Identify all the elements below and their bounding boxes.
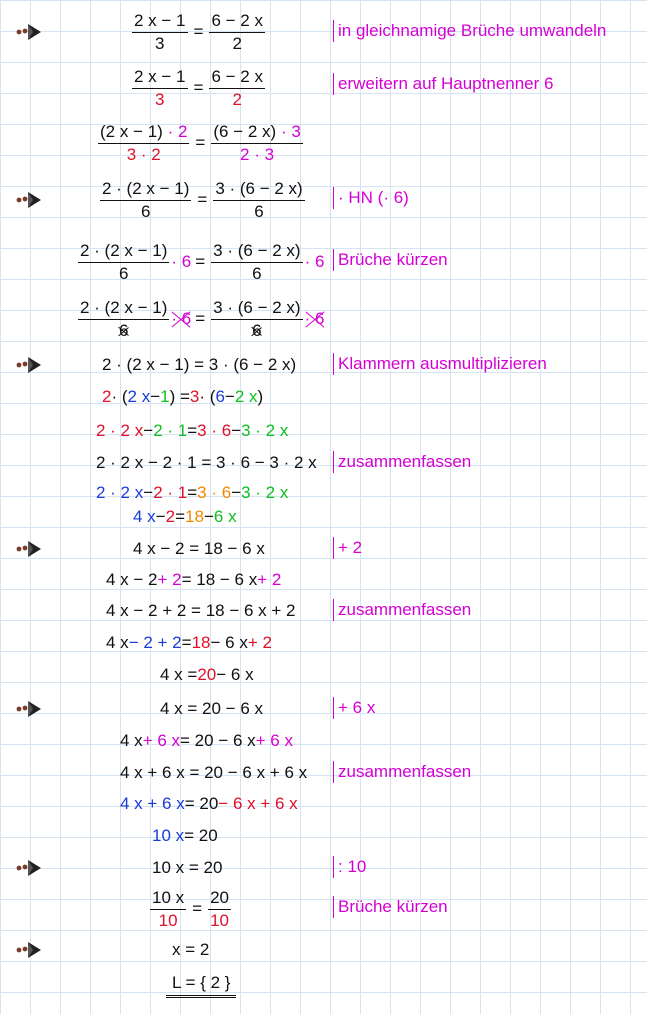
equation: $\frac{2 x - 1}{3}$ = $\frac{6 - 2 x}{2}$: [134, 10, 263, 53]
step-row-14: [0, 567, 647, 593]
comment: : 10: [333, 856, 366, 878]
comment: erweitern auf Hauptnenner 6: [333, 73, 553, 95]
step-row-5: [0, 236, 647, 288]
equation: 2 · 2 x − 2 · 1 = 3 · 6 − 3 · 2 x: [96, 421, 289, 440]
equation: $\frac{2 \cdot (2 x - 1)}{6}$ = $\frac{3 \cdot (6 - 2 x)}{6}$: [102, 178, 303, 221]
comment: + 6 x: [333, 697, 375, 719]
step-row-24: [0, 884, 647, 934]
equation: x = 2: [172, 940, 210, 959]
step-row-3: [0, 117, 647, 169]
comment: Brüche kürzen: [333, 896, 448, 918]
equation: 4 x − 2 + 2 = 18 − 6 x + 2: [106, 601, 296, 620]
step-row-20: [0, 760, 647, 786]
step-row-15: [0, 598, 647, 624]
step-row-12: [0, 505, 647, 529]
equation: 10 x = 20: [152, 826, 218, 845]
equation: $\frac{10 x}{10}$ = $\frac{20}{10}$: [152, 887, 229, 930]
solution-set: L = { 2 }: [166, 970, 647, 1000]
equation: 4 x + 6 x = 20 − 6 x + 6 x: [120, 763, 308, 782]
play-arrow-icon[interactable]: [14, 22, 42, 42]
step-row-21: [0, 791, 647, 817]
equation: 4 x − 2 + 2 = 18 − 6 x + 2: [106, 570, 282, 589]
equation: $\frac{(2 x - 1) \cdot 2}{3 \cdot 2}$ = $\frac{(6 - 2 x) \cdot 3}{2 \cdot 3}$: [100, 121, 301, 164]
step-row-13: [0, 536, 647, 562]
comment: Brüche kürzen: [333, 249, 448, 271]
step-row-6: [0, 293, 647, 345]
play-arrow-icon[interactable]: [14, 190, 42, 210]
step-row-7: [0, 352, 647, 378]
comment: zusammenfassen: [333, 451, 471, 473]
equation: 2 · ( 2 x − 1 ) = 3 · ( 6 − 2 x ): [102, 387, 264, 406]
comment: zusammenfassen: [333, 599, 471, 621]
comment: + 2: [333, 537, 362, 559]
step-row-19: [0, 728, 647, 754]
equation: 4 x + 6 x = 20 − 6 x + 6 x: [120, 731, 293, 750]
step-row-25: [0, 937, 647, 963]
step-row-2: [0, 62, 647, 114]
comment: · HN (· 6): [333, 187, 409, 209]
play-arrow-icon[interactable]: [14, 858, 42, 878]
equation: 4 x − 2 = 18 − 6 x: [133, 507, 237, 526]
equation: 4 x + 6 x = 20 − 6 x + 6 x: [120, 794, 298, 813]
play-arrow-icon[interactable]: [14, 355, 42, 375]
play-arrow-icon[interactable]: [14, 940, 42, 960]
equation: 2 · (2 x − 1) = 3 · (6 − 2 x): [102, 355, 297, 374]
comment: Klammern ausmultiplizieren: [333, 353, 547, 375]
play-arrow-icon[interactable]: [14, 699, 42, 719]
step-row-4: [0, 174, 647, 226]
step-row-23: [0, 855, 647, 881]
step-row-10: [0, 450, 647, 476]
equation: 4 x = 20 − 6 x: [160, 665, 254, 684]
step-row-16: [0, 630, 647, 656]
equation: $\frac{2 x - 1}{3}$ = $\frac{6 - 2 x}{2}$: [134, 66, 263, 109]
equation: 4 x = 20 − 6 x: [160, 699, 264, 718]
step-row-17: [0, 662, 647, 688]
equation: 4 x − 2 + 2 = 18 − 6 x + 2: [106, 633, 272, 652]
step-row-9: [0, 418, 647, 444]
equation: 4 x − 2 = 18 − 6 x: [133, 539, 265, 558]
step-row-18: [0, 696, 647, 722]
equation: 10 x = 20: [152, 858, 223, 877]
step-row-8: [0, 384, 647, 410]
equation: 2 · 2 x − 2 · 1 = 3 · 6 − 3 · 2 x: [96, 483, 289, 502]
equation: 2 · 2 x − 2 · 1 = 3 · 6 − 3 · 2 x: [96, 453, 317, 472]
step-row-22: [0, 823, 647, 849]
step-row-1: [0, 6, 647, 58]
play-arrow-icon[interactable]: [14, 539, 42, 559]
comment: in gleichnamige Brüche umwandeln: [333, 20, 606, 42]
equation: $\frac{2 \cdot (2 x - 1)}{6}$ · 6 = $\frac{3 \cdot (6 - 2 x)}{6}$ · 6: [80, 297, 325, 340]
step-row-26: [0, 970, 647, 1000]
comment: zusammenfassen: [333, 761, 471, 783]
step-row-11: [0, 481, 647, 505]
equation: $\frac{2 \cdot (2 x - 1)}{6}$ · 6 = $\frac{3 \cdot (6 - 2 x)}{6}$ · 6: [80, 240, 325, 283]
